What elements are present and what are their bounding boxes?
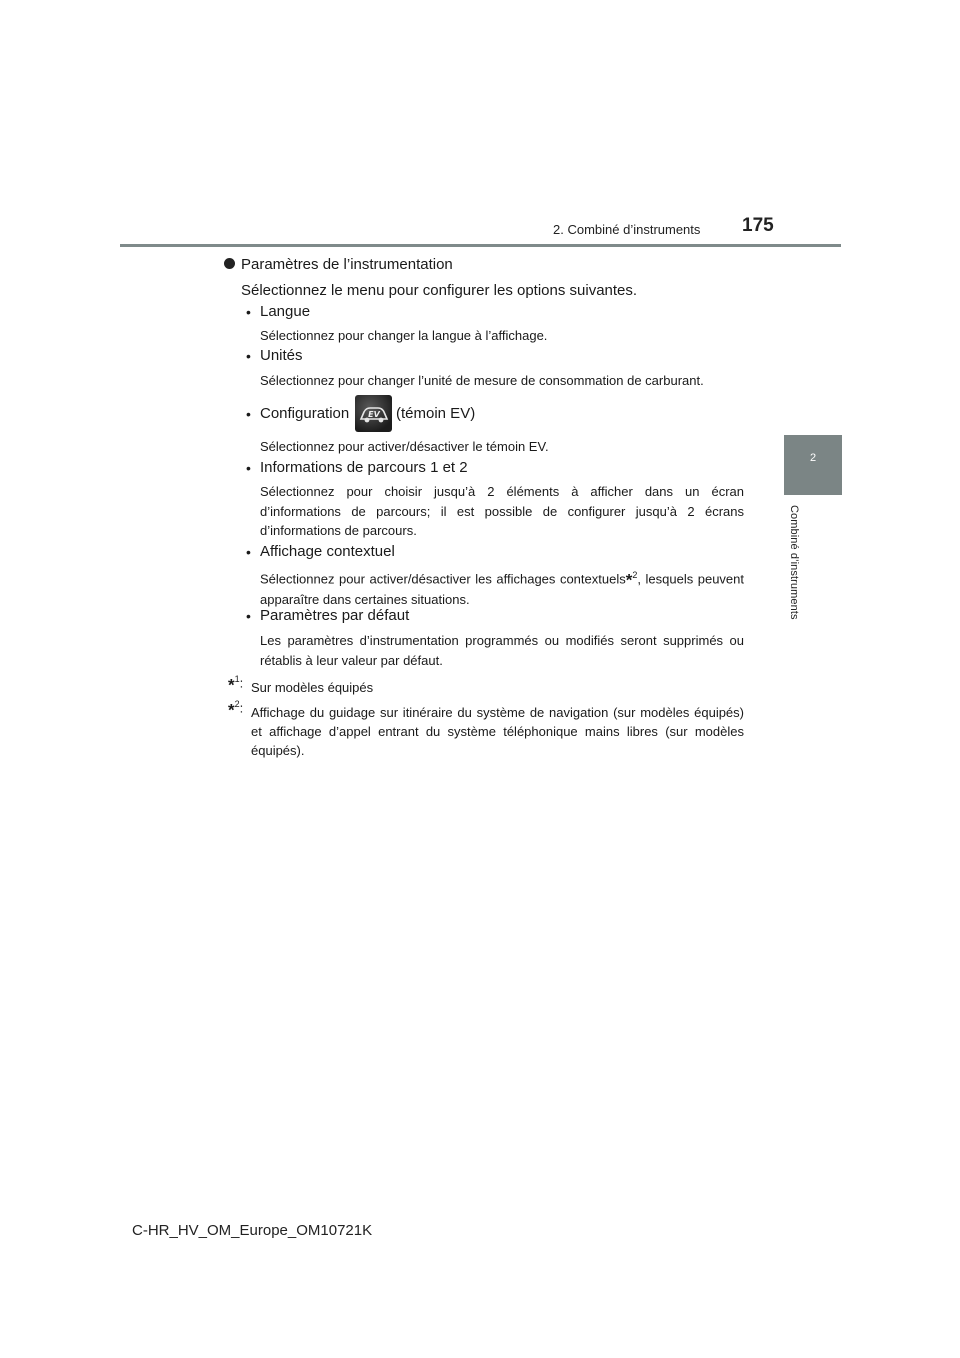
intro-text: Sélectionnez le menu pour configurer les options suivantes.	[241, 282, 638, 299]
footnote-text: Sur modèles équipés	[251, 680, 374, 695]
footnote-star: *	[228, 675, 235, 695]
list-item-description: Sélectionnez pour choisir jusqu’à 2 éléments à afficher dans un écran d’informations de parcours; il est possible de configurer jusqu’à 2 écrans d’informations de parcours.	[260, 484, 744, 538]
list-item-label: Informations de parcours 1 et 2	[260, 459, 468, 476]
list-item-description: Sélectionnez pour changer l’unité de mesure de consommation de carburant.	[260, 373, 704, 388]
chapter-tab	[784, 435, 842, 495]
footnote-text: Affichage du guidage sur itinéraire du système de navigation (sur modèles équipés) et affichage d’appel entrant du système téléphonique mains libres (sur modèles équipés).	[251, 705, 744, 758]
footnote-star: *	[625, 570, 633, 590]
list-bullet: •	[246, 348, 251, 364]
footnote-star: *	[228, 700, 235, 720]
chapter-tab-label: Combiné d’instruments	[788, 505, 800, 620]
list-item-label: Langue	[260, 303, 311, 320]
heading-bullet-icon	[224, 258, 235, 269]
list-bullet: •	[246, 608, 251, 624]
header-divider	[120, 244, 841, 247]
footnote-ref: 2	[632, 570, 638, 580]
list-item-label: Configuration	[260, 405, 350, 422]
page-number: 175	[742, 215, 774, 236]
chapter-tab-number: 2	[809, 452, 817, 464]
list-item-description: Sélectionnez pour changer la langue à l’affichage.	[260, 328, 548, 343]
list-item-label: Affichage contextuel	[260, 543, 395, 560]
list-bullet: •	[246, 406, 251, 422]
list-bullet: •	[246, 460, 251, 476]
ev-indicator-icon	[355, 395, 392, 432]
list-item-label: Paramètres par défaut	[260, 607, 410, 624]
list-item-label-suffix: (témoin EV)	[396, 405, 476, 422]
footnote-number: 2	[234, 699, 240, 709]
ev-icon-text: EV	[367, 409, 380, 419]
list-item-description: Sélectionnez pour activer/désactiver le témoin EV.	[260, 439, 549, 454]
footnote-number: 1	[234, 674, 240, 684]
section-heading: Paramètres de l’instrumentation	[241, 256, 453, 273]
list-item-description	[260, 566, 744, 609]
description-text: Sélectionnez pour activer/désactiver les affichages contextuels	[260, 571, 626, 587]
footnote-marker: *$^2$:	[228, 699, 244, 720]
description-text: , lesquels peuvent apparaître dans certaines situations.	[260, 571, 745, 607]
section-title: 2. Combiné d’instruments	[553, 222, 701, 237]
list-item-label: Unités	[260, 347, 303, 364]
list-bullet: •	[246, 544, 251, 560]
document-id: C-HR_HV_OM_Europe_OM10721K	[132, 1222, 373, 1239]
list-bullet: •	[246, 304, 251, 320]
footnote-marker: *$^1$:	[228, 674, 244, 695]
list-item-description: Les paramètres d’instrumentation programmés ou modifiés seront supprimés ou rétablis à leur valeur par défaut.	[260, 633, 744, 668]
